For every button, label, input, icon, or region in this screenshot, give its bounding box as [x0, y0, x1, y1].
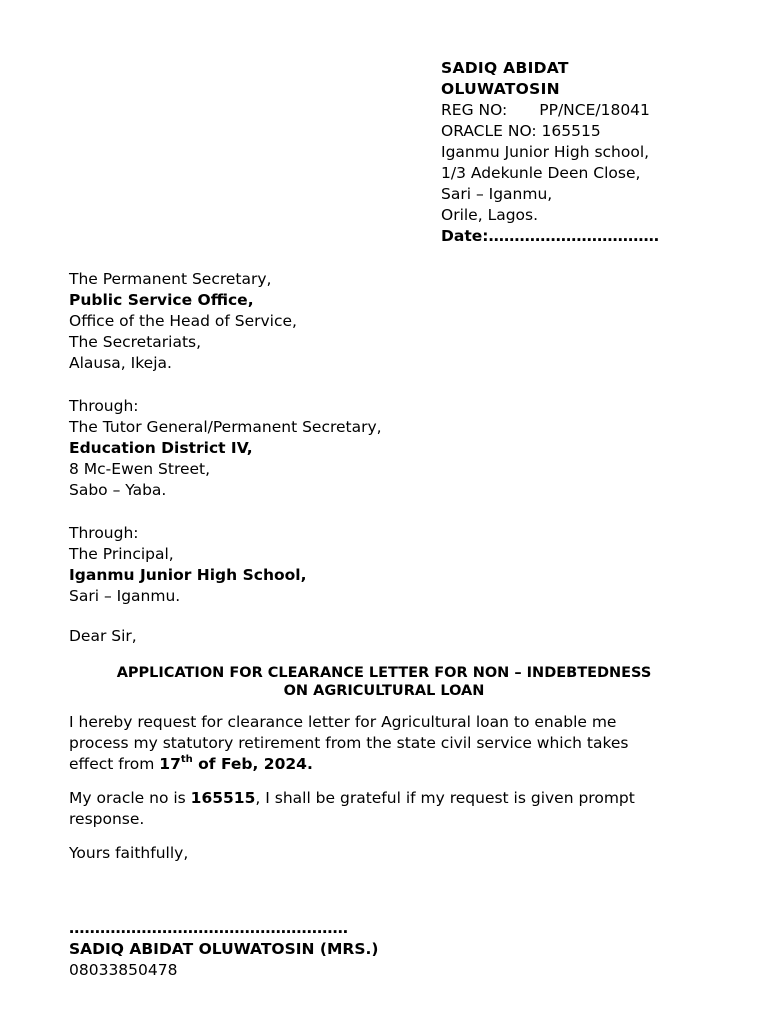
signature-block: [69, 918, 378, 981]
subject-heading: [40, 664, 728, 700]
reg-value: PP/NCE/18041: [539, 101, 650, 119]
addressee-office: Public Service Office,: [69, 291, 254, 309]
oracle-prefix: My oracle no is: [69, 789, 191, 807]
sender-oracle-no: ORACLE NO: 165515: [441, 122, 601, 140]
effect-from-text: effect from: [69, 755, 160, 773]
paragraph-line: [69, 788, 635, 809]
closing: Yours faithfully,: [69, 844, 189, 862]
sender-name-line1: SADIQ ABIDAT: [441, 59, 569, 77]
addressee-block: [69, 269, 297, 374]
retirement-date: [159, 755, 313, 773]
paragraph-line: process my statutory retirement from the state civil service which takes: [69, 734, 629, 752]
date-line: Date:……………………………: [441, 227, 659, 245]
through-label: Through:: [69, 524, 139, 542]
through-district: Education District IV,: [69, 439, 253, 457]
through-address-line: Sari – Iganmu.: [69, 587, 181, 605]
signatory-name: SADIQ ABIDAT OLUWATOSIN (MRS.): [69, 940, 379, 958]
through-address-line: 8 Mc-Ewen Street,: [69, 460, 211, 478]
sender-name-line2: OLUWATOSIN: [441, 80, 560, 98]
reg-label: REG NO:: [441, 101, 508, 119]
through-label: Through:: [69, 397, 139, 415]
sender-address-line: Iganmu Junior High school,: [441, 143, 650, 161]
addressee-line: Office of the Head of Service,: [69, 312, 297, 330]
oracle-suffix: , I shall be grateful if my request is given prompt: [255, 789, 635, 807]
through-district-block: [69, 396, 382, 501]
signatory-phone: 08033850478: [69, 961, 178, 979]
addressee-line: The Secretariats,: [69, 333, 202, 351]
body-paragraph-1: [69, 712, 629, 775]
paragraph-line: I hereby request for clearance letter for Agricultural loan to enable me: [69, 713, 617, 731]
paragraph-line: [69, 754, 629, 775]
oracle-number: 165515: [190, 789, 256, 807]
subject-line1: APPLICATION FOR CLEARANCE LETTER FOR NON – INDEBTEDNESS: [116, 665, 652, 681]
salutation: Dear Sir,: [69, 627, 137, 645]
through-principal-block: [69, 523, 306, 607]
addressee-line: Alausa, Ikeja.: [69, 354, 172, 372]
sender-block: [441, 58, 659, 247]
addressee-title: The Permanent Secretary,: [69, 270, 272, 288]
paragraph-line: response.: [69, 810, 145, 828]
through-title: The Principal,: [69, 545, 174, 563]
through-title: The Tutor General/Permanent Secretary,: [69, 418, 382, 436]
signature-line: ………………………………………………: [69, 919, 348, 937]
sender-address-line: Sari – Iganmu,: [441, 185, 553, 203]
date-ordinal: th: [180, 753, 193, 765]
date-day: 17: [159, 755, 181, 773]
subject-line2: ON AGRICULTURAL LOAN: [283, 683, 485, 699]
through-address-line: Sabo – Yaba.: [69, 481, 167, 499]
through-school: Iganmu Junior High School,: [69, 566, 307, 584]
sender-reg-no: [441, 100, 659, 121]
body-paragraph-2: [69, 788, 635, 830]
sender-address-line: Orile, Lagos.: [441, 206, 539, 224]
sender-address-line: 1/3 Adekunle Deen Close,: [441, 164, 641, 182]
date-rest: of Feb, 2024.: [192, 755, 313, 773]
